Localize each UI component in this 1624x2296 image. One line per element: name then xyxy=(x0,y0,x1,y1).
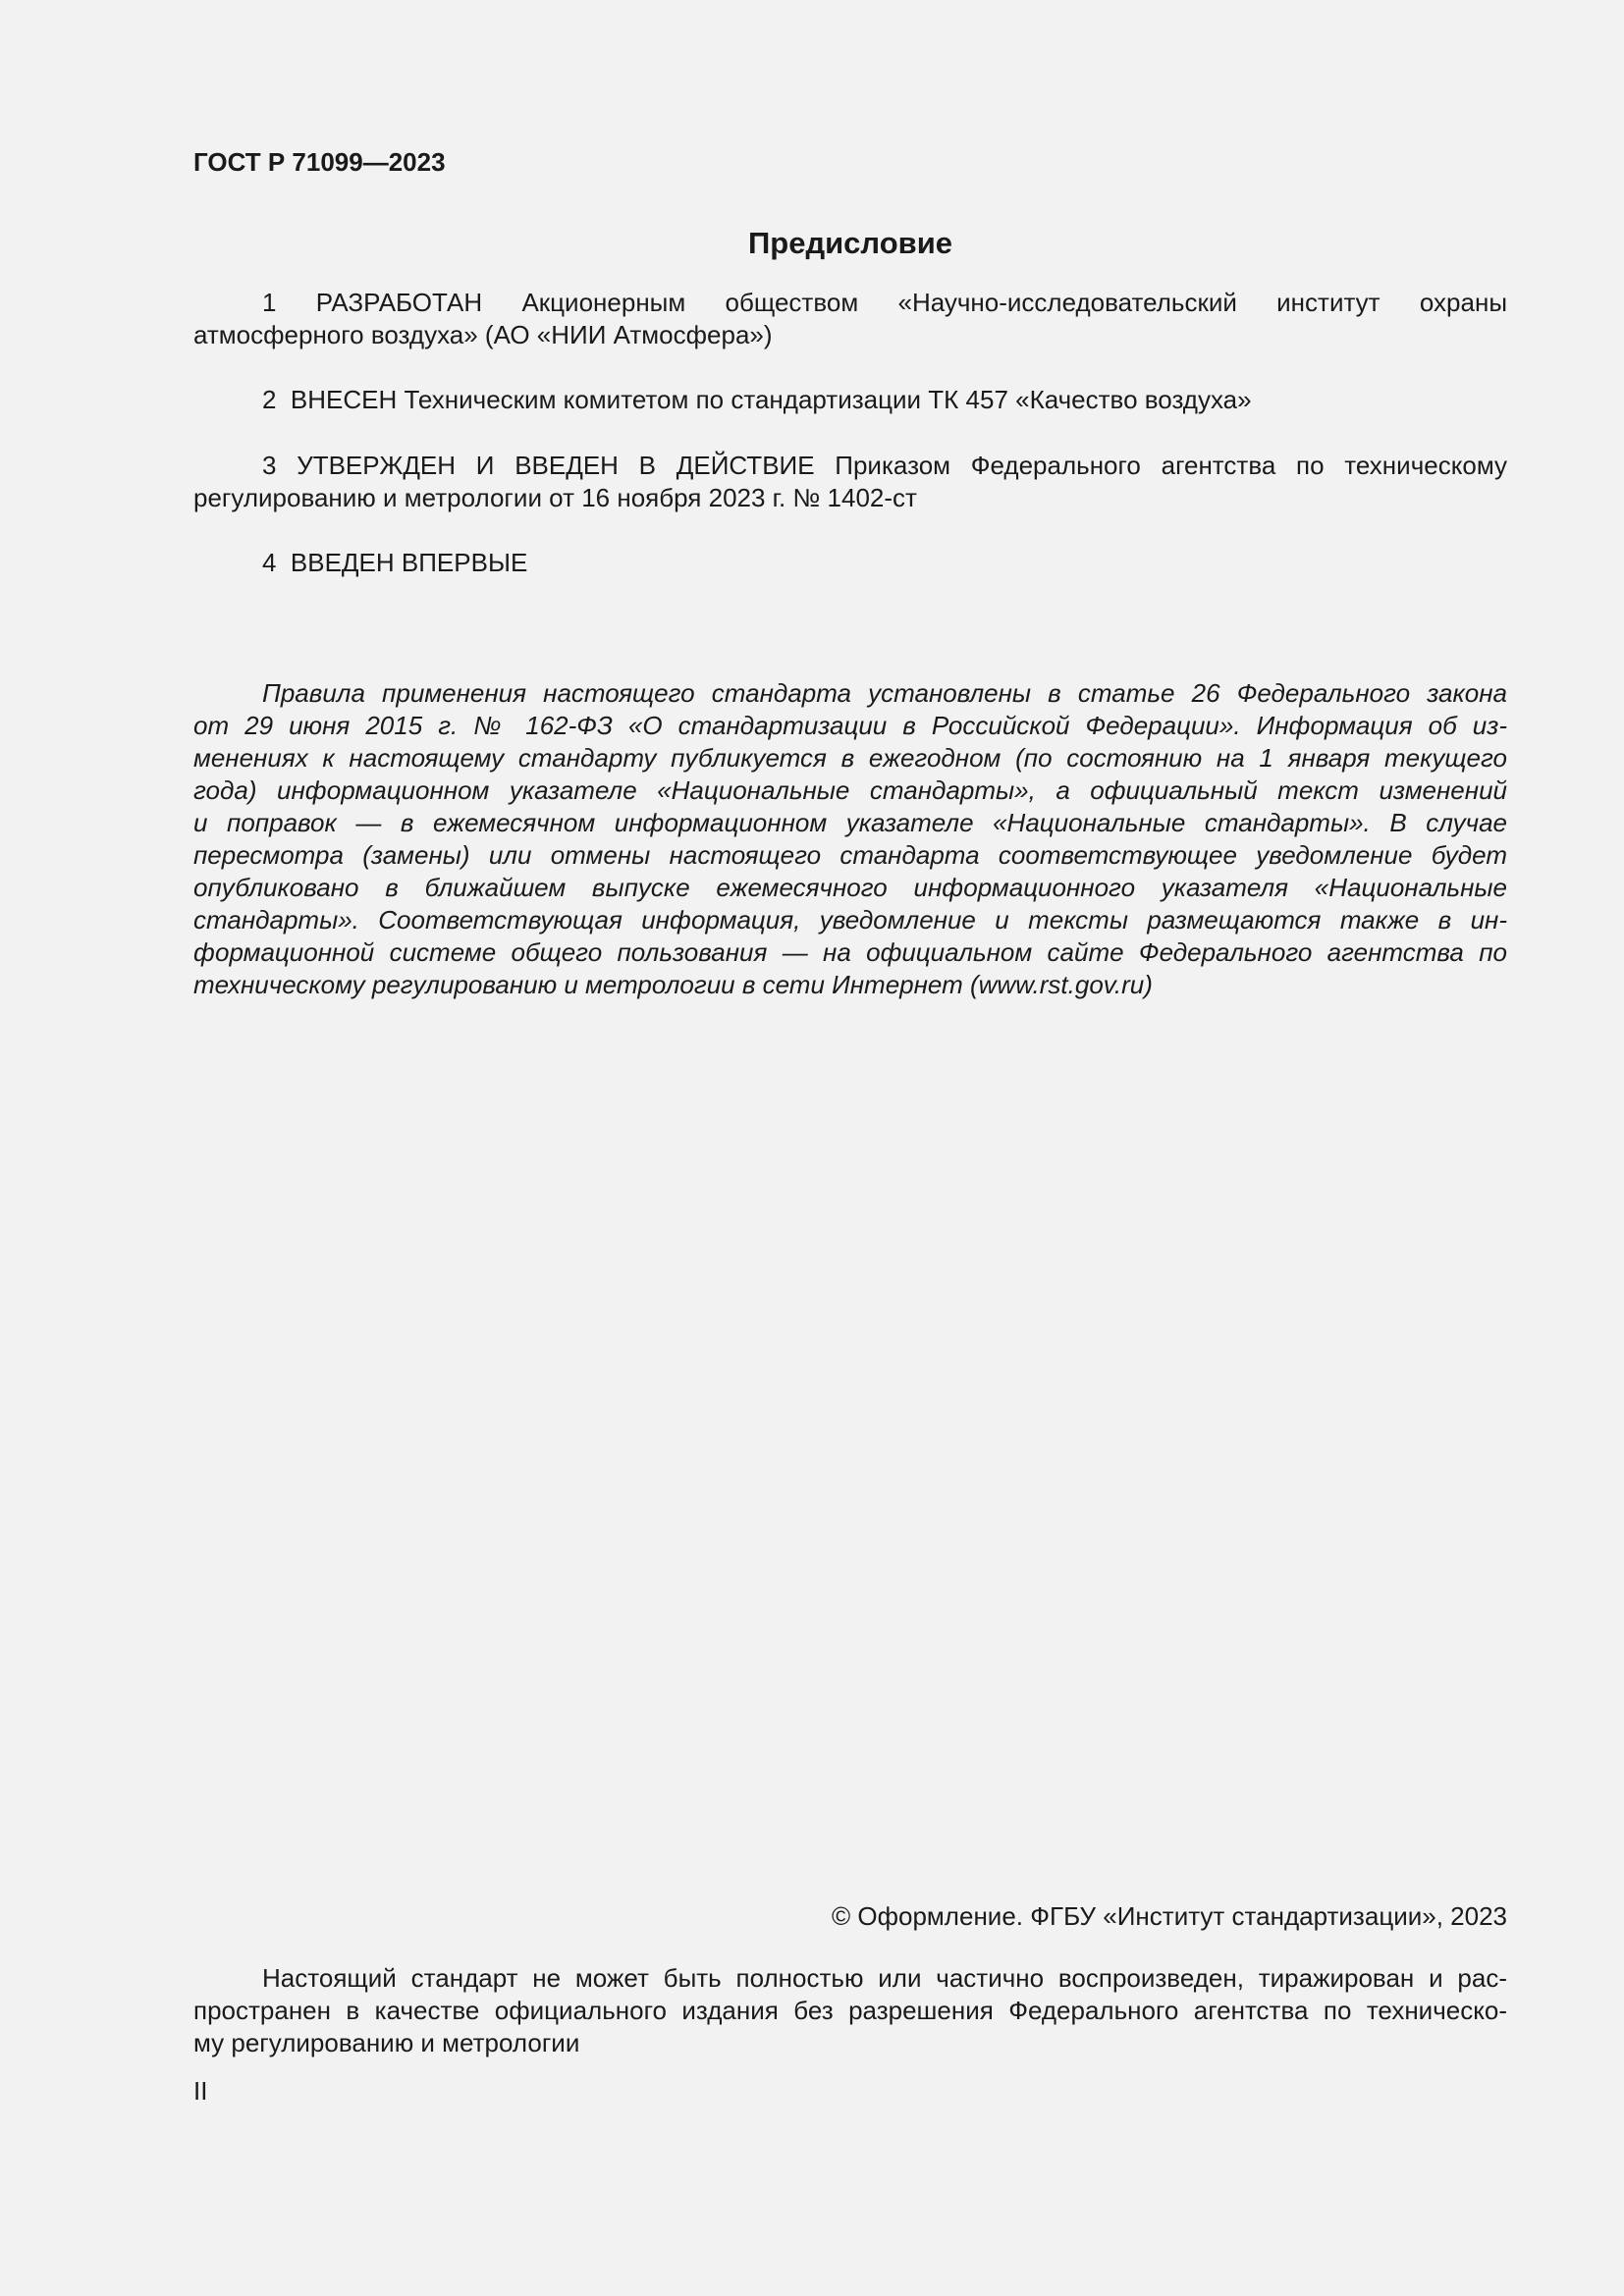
rules-notice xyxy=(193,677,1507,1001)
rules-notice-line: опубликовано в ближайшем выпуске ежемесячного информационного указателя «Национальные xyxy=(193,873,1507,902)
reproduction-notice xyxy=(193,1962,1507,2059)
copyright-notice: © Оформление. ФГБУ «Институт стандартизации», 2023 xyxy=(832,1901,1507,1931)
reproduction-notice-line: Настоящий стандарт не может быть полностью или частично воспроизведен, тиражирован и рас- xyxy=(262,1963,1507,1993)
rules-notice-line: техническому регулированию и метрологии в сети Интернет (www.rst.gov.ru) xyxy=(193,970,1153,999)
rules-notice-line: формационной системе общего пользования — на официальном сайте Федерального агентства по xyxy=(193,937,1507,967)
foreword-item-3 xyxy=(193,450,1507,514)
foreword-item-3-line-1: 3 УТВЕРЖДЕН И ВВЕДЕН В ДЕЙСТВИЕ Приказом Федерального агентства по техническому xyxy=(262,451,1507,480)
foreword-item-1-line-2: атмосферного воздуха» (АО «НИИ Атмосфера») xyxy=(193,320,773,349)
reproduction-notice-line: пространен в качестве официального издания без разрешения Федерального агентства по техническо- xyxy=(193,1996,1507,2025)
rules-notice-line: Правила применения настоящего стандарта установлены в статье 26 Федерального закона xyxy=(262,678,1507,708)
reproduction-notice-line: му регулированию и метрологии xyxy=(193,2028,580,2057)
foreword-item-1-line-1: 1 РАЗРАБОТАН Акционерным обществом «Научно-исследовательский институт охраны xyxy=(262,288,1507,317)
document-header: ГОСТ Р 71099—2023 xyxy=(193,147,446,177)
rules-notice-line: от 29 июня 2015 г. № 162-ФЗ «О стандартизации в Российской Федерации». Информация об из- xyxy=(193,711,1507,740)
foreword-item-2 xyxy=(193,384,1507,416)
foreword-item-2-line-1: 2 ВНЕСЕН Техническим комитетом по стандартизации ТК 457 «Качество воздуха» xyxy=(262,385,1252,414)
page-number: II xyxy=(193,2076,208,2106)
foreword-item-4 xyxy=(193,547,1507,579)
rules-notice-line: и поправок — в ежемесячном информационном указателе «Национальные стандарты». В случае xyxy=(193,808,1507,837)
rules-notice-line: года) информационном указателе «Национальные стандарты», а официальный текст изменений xyxy=(193,775,1507,805)
page-title: Предисловие xyxy=(747,226,952,260)
foreword-item-3-line-2: регулированию и метрологии от 16 ноября 2023 г. № 1402-ст xyxy=(193,483,917,512)
rules-notice-line: пересмотра (замены) или отмены настоящего стандарта соответствующее уведомление будет xyxy=(193,840,1507,870)
rules-notice-line: стандарты». Соответствующая информация, уведомление и тексты размещаются также в ин- xyxy=(193,905,1507,934)
foreword-item-4-line-1: 4 ВВЕДЕН ВПЕРВЫЕ xyxy=(262,548,528,577)
foreword-item-1 xyxy=(193,287,1507,351)
rules-notice-line: менениях к настоящему стандарту публикуется в ежегодном (по состоянию на 1 января текущего xyxy=(193,743,1507,773)
